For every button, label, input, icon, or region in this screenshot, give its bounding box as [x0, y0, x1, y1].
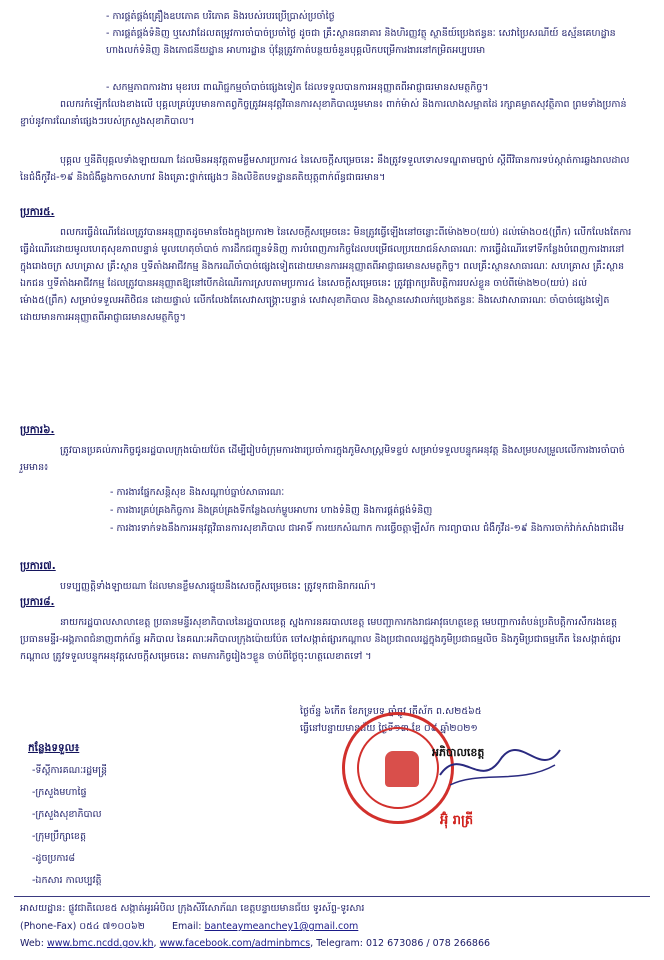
recipient-item: -ឯកសារ កាលប្បវត្តិ	[32, 875, 102, 886]
bullet-other-business: - សកម្មភាពការងារ មុខរបរ ពាណិជ្ជកម្មចាំបាច់ផ្សេងទៀត ដែលទទួលបានការអនុញ្ញាតពីអាជ្ញាធរមានសមត្ថកិច្ច។	[106, 82, 489, 93]
article-6-text: ត្រូវបានប្រគល់ភារកិច្ចជូនរដ្ឋបាលក្រុងប៉ោយប៉ែត ដើម្បីរៀបចំក្រុមការងារប្រចាំការក្នុងភូមិសាស្ត្រមិទខ្ទប់ សម្រាប់ទទួលបន្ទុកអនុវត្ត និងសម្របសម្រួលលើការងារចាំបាច់ រួមមាន៖	[20, 445, 625, 473]
seal-inner-ring	[357, 727, 439, 809]
website-link[interactable]: www.bmc.ncdd.gov.kh	[46, 938, 154, 949]
date-lunar: ថ្ងៃច័ន្ទ ៦កើត ខែភទ្របទ ឆ្នាំឆ្លូវ ត្រីស័ក ព.ស២៥៦៥	[300, 706, 482, 717]
signatory-name: អ៊ុំ រាត្រី	[440, 813, 474, 828]
article-5-text: ពលករធ្វើដំណើរដែលត្រូវបានអនុញ្ញាតដូចមានចែងក្នុងប្រការ២ នៃសេចក្តីសម្រេចនេះ មិនត្រូវធ្វើឡើងនៅចន្លោះពីម៉ោង២០(យប់) ដល់ម៉ោង០៥(ព្រឹក) លើកលែងតែការធ្វើដំណើរដោយមូលហេតុសុខភាពបន្ទាន់ មូលហេតុចាំបាច់ ការដឹកជញ្ជូនទំនិញ ការបំពេញភារកិច្ចដែលបម្រើផលប្រយោជន៍សាធារណៈ ការធ្វើដំណើរទៅទីកន្លែងបំពេញការងារនៅក្នុងរោងចក្រ សហគ្រាស គ្រឹះស្ថាន ឬទីតាំងអាជីវកម្ម និងករណីចាំបាច់ផ្សេងទៀតដោយមានការអនុញ្ញាតពីអាជ្ញាធរមានសមត្ថកិច្ច។ ពលគ្រឹះស្ថានសាធារណៈ សហគ្រាស គ្រឹះស្ថានឯកជន ឬទីតាំងអាជីវកម្ម ដែលត្រូវបានអនុញ្ញាតឱ្យនៅបើកដំណើរការស្របតាមប្រការ៤ នៃសេចក្តីសម្រេចនេះ ត្រូវផ្អាកប្រតិបត្តិការរបស់ខ្លួន ចាប់ពីម៉ោង២០(យប់) ដល់ម៉ោង៥(ព្រឹក) សម្រាប់ទទួលអតិថិជន ដោយផ្ទាល់ លើកលែងតែសេវាសង្គ្រោះបន្ទាន់ សេវាសុខាភិបាល និងស្ថានសេវាលក់ប្រេងឥន្ធនៈ និងសេវាសាធារណៈ ចាំបាច់ផ្សេងទៀត ដោយមានការអនុញ្ញាតពីអាជ្ញាធរមានសមត្ថកិច្ច។	[20, 227, 632, 323]
footer-web-row: Web: www.bmc.ncdd.gov.kh, www.facebook.com/adminbmcs, Telegram: 012 673086 / 078 266866	[20, 938, 491, 949]
article-8-text: នាយករដ្ឋបាលសាលាខេត្ត ប្រធានមន្ទីរសុខាភិបាលនៃរដ្ឋបាលខេត្ត ស្នងការនគរបាលខេត្ត មេបញ្ជាការកងរាជអាវុធហត្ថខេត្ត មេបញ្ជាការតំបន់ប្រតិបត្តិការសឹករងខេត្ត ប្រធានមន្ទីរ-អង្គភាពជំនាញពាក់ព័ន្ធ អភិបាល នៃគណៈអភិបាលក្រុងប៉ោយប៉ែត ចៅសង្កាត់ផ្សារកណ្តាល និងប្រជាពលរដ្ឋក្នុងភូមិប្រជាធម្មលិច និងភូមិប្រជាធម្មកើត នៃសង្កាត់ផ្សារកណ្តាល ត្រូវទទួលបន្ទុកអនុវត្តសេចក្តីសម្រេចនេះ តាមភារកិច្ចរៀងៗខ្លួន ចាប់ពីថ្ងៃចុះហត្ថលេខាតទៅ ។	[20, 617, 621, 662]
phone-label: (Phone-Fax)	[20, 921, 77, 932]
recipient-item: -ដូចប្រការ៨	[32, 853, 76, 864]
facebook-link[interactable]: www.facebook.com/adminbmcs	[159, 938, 311, 949]
recipient-item: -ក្រុមប្រឹក្សាខេត្ត	[32, 831, 86, 842]
footer-divider	[14, 896, 650, 897]
article-7-heading: ប្រការ៧.	[20, 560, 56, 572]
seal-emblem	[385, 751, 419, 787]
signatory-title: អភិបាលខេត្ត	[432, 746, 485, 759]
bullet-consumer-goods: - ការផ្គត់ផ្គង់គ្រឿងឧបភោគ បរិភោគ និងរបស់របរប្រើប្រាស់ប្រចាំថ្ងៃ	[106, 11, 335, 22]
paragraph-penalty: បុគ្គល ឬនីតិបុគ្គលទាំងឡាយណា ដែលមិនអនុវត្តតាមខ្លឹមសារប្រការ៤ នៃសេចក្តីសម្រេចនេះ នឹងត្រូវទទួលទោសទណ្ឌតាមច្បាប់ ស្តីពីវិធានការទប់ស្កាត់ការឆ្លងរាលដាលនៃជំងឺកូវីដ-១៩ និងជំងឺឆ្លងកាចសាហាវ និងគ្រោះថ្នាក់ផ្សេងៗ និងលិខិតបទដ្ឋានគតិយុត្តពាក់ព័ន្ធជាធរមាន។	[20, 155, 630, 183]
article-6-bullet-health-measures: - ការងារទាក់ទងនឹងការអនុវត្តវិធានការសុខាភិបាល ជាអាទិ៍ ការយកសំណាក ការធ្វើចត្តាឡីស័ក ការព្យាបាល ជំងឺកូវីដ-១៩ និងការចាក់វ៉ាក់សាំងជាដើម	[110, 523, 625, 534]
telegram-contact: Telegram: 012 673086 / 078 266866	[316, 938, 491, 949]
phone-number: ០៥៤ ៧១០០៦២	[79, 921, 145, 932]
recipient-item: -ទីស្តីការគណៈរដ្ឋមន្ត្រី	[32, 765, 108, 776]
article-7-text: បទប្បញ្ញត្តិទាំងឡាយណា ដែលមានខ្លឹមសារផ្ទុយនឹងសេចក្តីសម្រេចនេះ ត្រូវទុកជានិរាករណ៍។	[60, 581, 377, 592]
recipient-item: -ក្រសួងមហាផ្ទៃ	[32, 787, 87, 798]
web-label: Web:	[20, 938, 44, 949]
bullet-essential-services: - ការផ្គត់ផ្គង់ទំនិញ ឬសេវាដែលតម្រូវការចាំបាច់ប្រចាំថ្ងៃ ដូចជា គ្រឹះស្ថានធនាគារ និងហិរញ្ញវត្ថុ ស្ថានីយ៍ប្រេងឥន្ធនៈ សេវាប្រៃសណីយ៍ ឧស្ម័នគេហដ្ឋាន ហាងលក់ទំនិញ និងភោជនីយដ្ឋាន អាហារដ្ឋាន ប៉ុន្តែត្រូវកាត់បន្ថយចំនួនបុគ្គលិកបម្រើការងារនៅកម្រិតអប្បបរមា	[106, 28, 616, 56]
recipient-item: -ក្រសួងសុខាភិបាល	[32, 809, 102, 820]
article-6-heading: ប្រការ៦.	[20, 424, 55, 436]
paragraph-exemption-measures: ពលករកំឡើកលែងខាងលើ បុគ្គលគ្រប់រូបមានកាតព្វកិច្ចត្រូវអនុវត្តវិធានការសុខាភិបាលរួមមាន៖ ពាក់ម៉ាស់ និងការលាងសម្អាតដៃ រក្សាគម្លាតសុវត្ថិភាព ព្រមទាំងប្រកាន់ខ្ជាប់នូវការណែនាំផ្សេងៗរបស់ក្រសួងសុខាភិបាល។	[20, 99, 627, 127]
footer-contact-row	[20, 920, 358, 934]
article-6-bullet-market-management: - ការងារគ្រប់គ្រងកិច្ចការ និងគ្រប់គ្រងទីកន្លែងលក់ម្ហូបអាហារ ហាងទំនិញ និងការផ្គត់ផ្គង់ទំនិញ	[110, 505, 433, 516]
signature-scribble	[430, 735, 570, 795]
article-5-heading: ប្រការ៥.	[20, 206, 55, 218]
date-solar: ធ្វើនៅបន្ទាយមានជ័យ ថ្ងៃទី១៣ ខែ ០៩ ឆ្នាំ២០២១	[300, 723, 478, 734]
article-8-heading: ប្រការ៨.	[20, 596, 55, 608]
recipients-heading: កន្លែងទទួល៖	[28, 742, 80, 754]
footer-address: អាសយដ្ឋាន: ផ្លូវជាតិលេខ៥ សង្កាត់អូរអំបិល ក្រុងសិរីសោភ័ណ ខេត្តបន្ទាយមានជ័យ ទូរស័ព្ទ-ទូរសារ	[20, 903, 365, 914]
article-6-bullet-security: - ការងារផ្នែកសន្តិសុខ និងសណ្តាប់ធ្នាប់សាធារណៈ	[110, 487, 285, 498]
email-link[interactable]: banteaymeanchey1@gmail.com	[204, 921, 359, 932]
email-label: Email:	[171, 921, 202, 932]
